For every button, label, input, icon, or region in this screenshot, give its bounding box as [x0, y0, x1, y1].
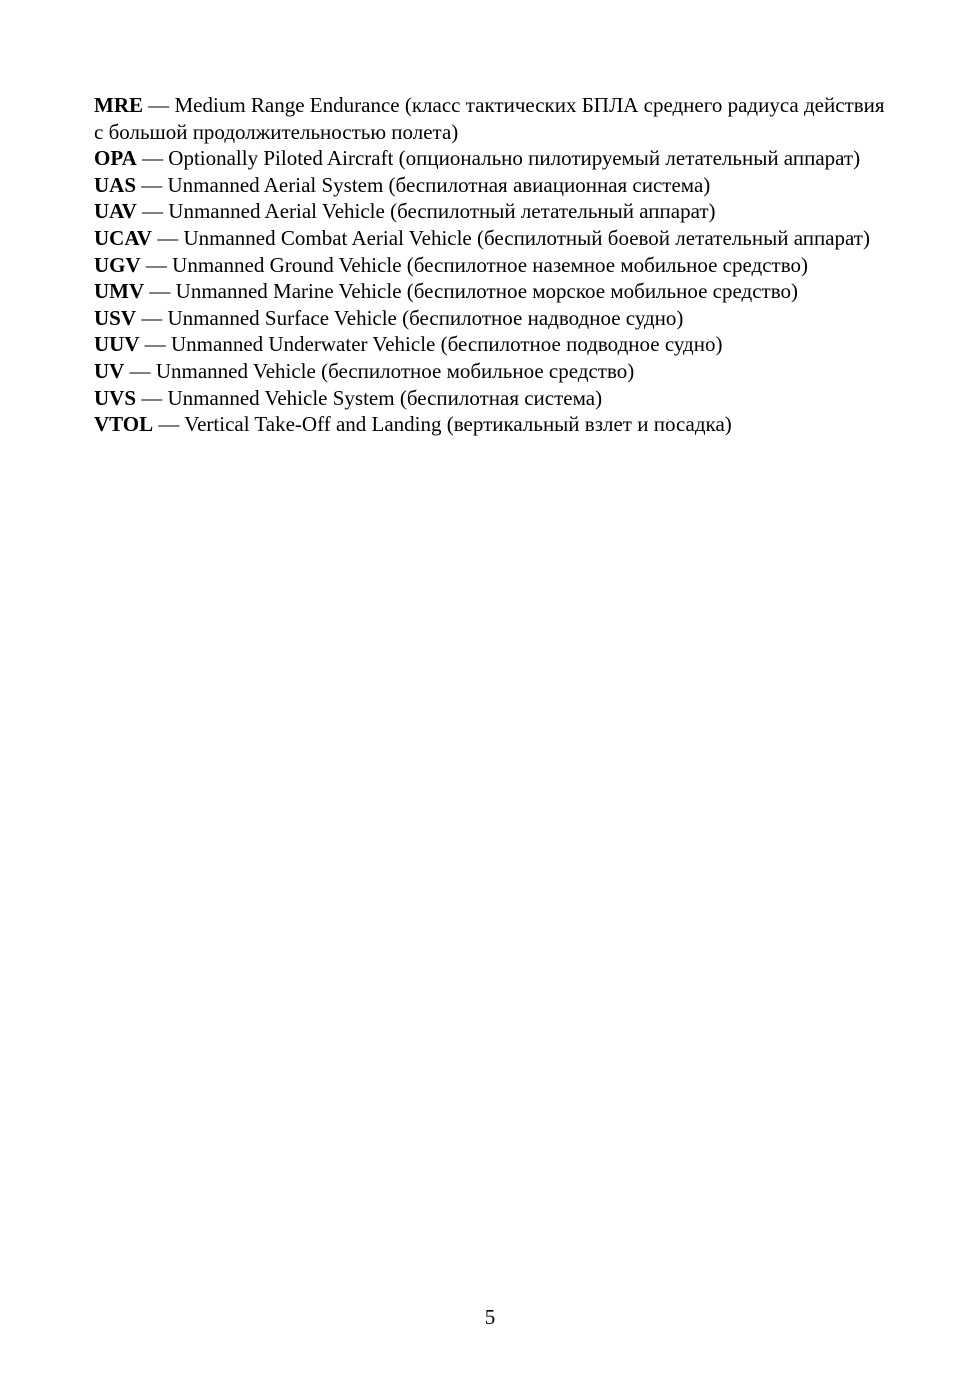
- entry-separator: —: [151, 225, 184, 250]
- abbreviation-definition: Unmanned Combat Aerial Vehicle (беспилотный боевой летательный аппарат): [183, 225, 870, 250]
- abbreviation-entry-uav: [94, 198, 894, 225]
- abbreviation-definition: Unmanned Marine Vehicle (беспилотное морское мобильное средство): [175, 279, 798, 304]
- entry-separator: —: [144, 279, 176, 304]
- entry-separator: —: [143, 93, 175, 117]
- entry-separator: —: [153, 412, 185, 437]
- abbreviation-term: UMV: [94, 279, 145, 304]
- abbreviation-entry-uv: [94, 358, 894, 385]
- abbreviation-entry-usv: [94, 305, 894, 332]
- abbreviation-term: UVS: [94, 385, 137, 410]
- page-number: 5: [484, 1305, 496, 1329]
- entry-separator: —: [136, 146, 169, 171]
- abbreviation-term: VTOL: [94, 412, 154, 437]
- entry-separator: —: [136, 172, 168, 197]
- abbreviation-entry-ugv: [94, 252, 894, 279]
- abbreviation-definition: Unmanned Ground Vehicle (беспилотное наземное мобильное средство): [172, 252, 808, 277]
- abbreviation-entry-opa: [94, 145, 894, 172]
- abbreviation-term: UGV: [94, 252, 141, 277]
- abbreviation-entry-ucav: [94, 225, 894, 252]
- abbreviation-term: UAV: [94, 199, 137, 224]
- abbreviation-entry-umv: [94, 278, 894, 305]
- abbreviation-entry-vtol: [94, 411, 894, 438]
- entry-separator: —: [139, 332, 171, 357]
- abbreviation-term: MRE: [94, 93, 143, 117]
- abbreviation-term: UV: [94, 358, 125, 383]
- abbreviation-definition: Unmanned Vehicle (беспилотное мобильное средство): [155, 358, 635, 383]
- abbreviation-definition: Vertical Take-Off and Landing (вертикальный взлет и посадка): [184, 412, 732, 437]
- entry-separator: —: [136, 305, 168, 330]
- abbreviation-term: USV: [94, 305, 137, 330]
- abbreviation-term: UAS: [94, 172, 137, 197]
- abbreviation-definition: Unmanned Aerial Vehicle (беспилотный летательный аппарат): [168, 199, 716, 224]
- entry-separator: —: [136, 385, 168, 410]
- abbreviation-definition: Unmanned Surface Vehicle (беспилотное надводное судно): [167, 305, 684, 330]
- entry-separator: —: [136, 199, 169, 224]
- abbreviation-entry-mre: [94, 92, 894, 145]
- abbreviation-entry-uuv: [94, 331, 894, 358]
- abbreviation-list: [94, 92, 894, 438]
- abbreviation-definition: Unmanned Vehicle System (беспилотная система): [167, 385, 603, 410]
- abbreviation-term: UCAV: [94, 225, 152, 250]
- abbreviation-definition: Medium Range Endurance (класс тактических БПЛА среднего радиуса действия с большой продолжительностью полета): [94, 93, 885, 144]
- abbreviation-term: UUV: [94, 332, 140, 357]
- abbreviation-term: OPA: [94, 146, 137, 171]
- abbreviation-definition: Optionally Piloted Aircraft (опционально пилотируемый летательный аппарат): [168, 146, 861, 171]
- entry-separator: —: [140, 252, 173, 277]
- abbreviation-entry-uas: [94, 172, 894, 199]
- abbreviation-definition: Unmanned Underwater Vehicle (беспилотное подводное судно): [171, 332, 723, 357]
- abbreviation-entry-uvs: [94, 385, 894, 412]
- abbreviation-definition: Unmanned Aerial System (беспилотная авиационная система): [167, 172, 711, 197]
- entry-separator: —: [124, 358, 156, 383]
